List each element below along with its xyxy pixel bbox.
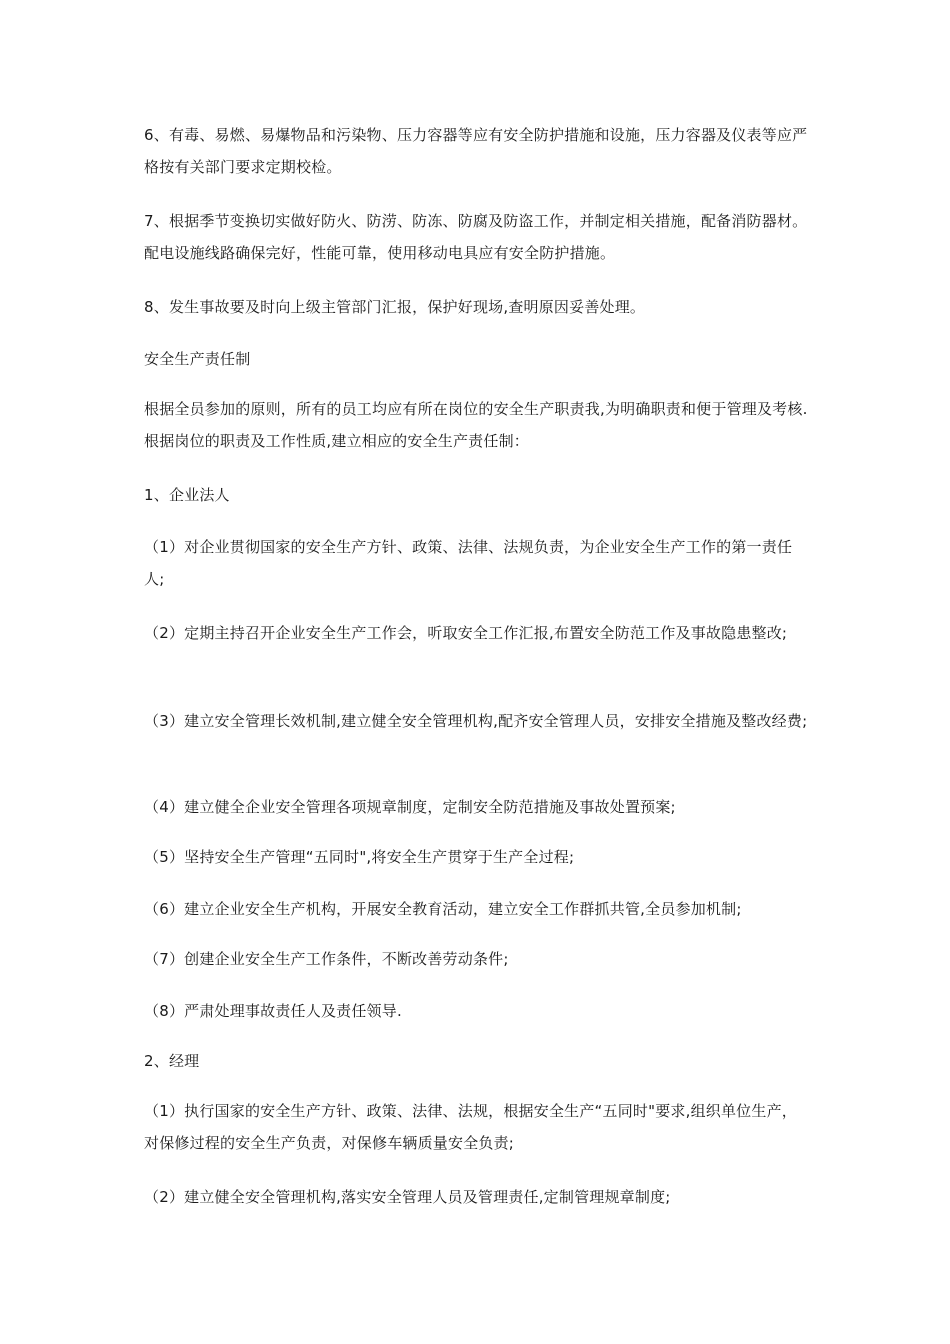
paragraph-item-6: 6、有毒、易燃、易爆物品和污染物、压力容器等应有安全防护措施和设施，压力容器及仪表等应严格按有关部门要求定期校检。 [144, 126, 808, 176]
paragraph-intro: 根据全员参加的原则，所有的员工均应有所在岗位的安全生产职责我,为明确职责和便于管理及考核.根据岗位的职责及工作性质,建立相应的安全生产责任制： [144, 400, 808, 450]
subheading-manager: 2、经理 [144, 1052, 200, 1070]
paragraph-item-7: 7、根据季节变换切实做好防火、防涝、防冻、防腐及防盗工作，并制定相关措施，配备消防器材。配电设施线路确保完好，性能可靠，使用移动电具应有安全防护措施。 [144, 212, 808, 262]
list-item-legal-5: （5）坚持安全生产管理“五同时",将安全生产贯穿于生产全过程; [144, 848, 575, 866]
subheading-legal-person: 1、企业法人 [144, 486, 230, 504]
list-item-manager-1: （1）执行国家的安全生产方针、政策、法律、法规，根据安全生产“五同时"要求,组织单位生产，对保修过程的安全生产负责，对保修车辆质量安全负责; [144, 1102, 797, 1152]
list-item-legal-3: （3）建立安全管理长效机制,建立健全安全管理机构,配齐安全管理人员，安排安全措施及整改经费; [144, 712, 808, 730]
list-item-legal-2: （2）定期主持召开企业安全生产工作会，听取安全工作汇报,布置安全防范工作及事故隐患整改; [144, 624, 788, 642]
list-item-manager-2: （2）建立健全安全管理机构,落实安全管理人员及管理责任,定制管理规章制度; [144, 1188, 671, 1206]
list-item-legal-4: （4）建立健全企业安全管理各项规章制度，定制安全防范措施及事故处置预案; [144, 798, 676, 816]
section-heading-safety-responsibility: 安全生产责任制 [144, 350, 251, 368]
list-item-legal-8: （8）严肃处理事故责任人及责任领导. [144, 1002, 402, 1020]
list-item-legal-1: （1）对企业贯彻国家的安全生产方针、政策、法律、法规负责，为企业安全生产工作的第一责任人; [144, 538, 793, 588]
list-item-legal-7: （7）创建企业安全生产工作条件，不断改善劳动条件; [144, 950, 509, 968]
list-item-legal-6: （6）建立企业安全生产机构，开展安全教育活动，建立安全工作群抓共管,全员参加机制; [144, 900, 742, 918]
paragraph-item-8: 8、发生事故要及时向上级主管部门汇报，保护好现场,查明原因妥善处理。 [144, 298, 646, 316]
